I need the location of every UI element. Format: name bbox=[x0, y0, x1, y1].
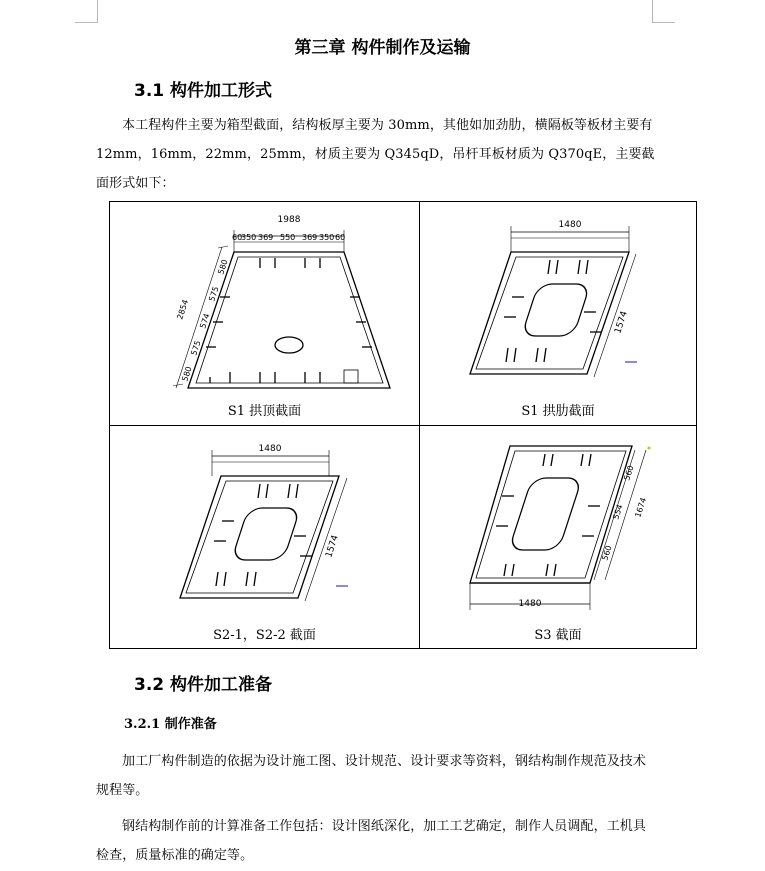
s1-arch-top-drawing bbox=[110, 202, 419, 425]
s3-bottom-width-label: 1480 bbox=[518, 599, 542, 609]
s3-corner-dot bbox=[648, 447, 651, 450]
s1-sub-dim-3: 550 bbox=[280, 233, 296, 242]
figure-s3 bbox=[420, 426, 696, 648]
figure-s1-arch-rib bbox=[420, 202, 696, 425]
section-3-1-heading: 3.1 构件加工形式 bbox=[134, 81, 273, 101]
figure-s1-arch-top bbox=[110, 202, 419, 425]
s2-drawing bbox=[110, 426, 419, 648]
s1-sub-dim-1: 350 bbox=[241, 233, 257, 242]
s3-side-dim-1: 554 bbox=[611, 503, 625, 521]
section-3-2-1-paragraph-1: 加工厂构件制造的依据为设计施工图、设计规范、设计要求等资料，钢结构制作规范及技术规程等。 bbox=[96, 754, 647, 798]
s1-sub-dim-6: 60 bbox=[335, 233, 346, 242]
page-corner-mark-right bbox=[652, 0, 675, 23]
s1-sub-dim-5: 350 bbox=[319, 233, 335, 242]
s3-side-total-label: 1674 bbox=[633, 496, 649, 519]
section-3-1-paragraph: 本工程构件主要为箱型截面，结构板厚主要为 30mm，其他如加劲肋，横隔板等板材主要有 12mm，16mm，22mm，25mm，材质主要为 Q345qD，吊杆耳板材质为 Q370qE，主要截面形式如下： bbox=[96, 118, 655, 191]
s1-side-dim-3: 575 bbox=[189, 339, 203, 357]
figure-s2-caption: S2-1，S2-2 截面 bbox=[213, 628, 316, 643]
cross-section-figure-table bbox=[109, 201, 697, 649]
s1-side-dim-1: 575 bbox=[207, 285, 221, 303]
s1-arch-rib-drawing bbox=[420, 202, 696, 425]
section-3-2-1-paragraph-2: 钢结构制作前的计算准备工作包括：设计图纸深化，加工工艺确定，制作人员调配，工机具检查，质量标准的确定等。 bbox=[96, 819, 647, 863]
s1-side-dim-2: 574 bbox=[198, 312, 212, 330]
section-3-2-heading: 3.2 构件加工准备 bbox=[134, 675, 273, 695]
page-corner-mark-left bbox=[75, 0, 98, 23]
s1-side-total-label: 2854 bbox=[175, 298, 191, 321]
figure-s1-arch-top-caption: S1 拱顶截面 bbox=[227, 404, 302, 419]
figure-s2 bbox=[110, 426, 419, 648]
s2-top-width-label: 1480 bbox=[258, 444, 282, 454]
s1-sub-dim-4: 369 bbox=[302, 233, 318, 242]
s1-side-dim-4: 580 bbox=[180, 365, 194, 383]
section-3-2-1-heading: 3.2.1 制作准备 bbox=[124, 717, 217, 732]
s1-side-dim-0: 580 bbox=[216, 258, 230, 276]
s1-top-width-label: 1988 bbox=[277, 215, 301, 225]
s1-rib-top-width-label: 1480 bbox=[558, 220, 582, 230]
figure-s1-arch-rib-caption: S1 拱肋截面 bbox=[521, 404, 595, 419]
chapter-title: 第三章 构件制作及运输 bbox=[294, 38, 471, 58]
s1-sub-dim-0: 60 bbox=[232, 233, 243, 242]
s1-rib-side-label: 1574 bbox=[613, 310, 630, 335]
s1-sub-dim-2: 369 bbox=[258, 233, 274, 242]
s3-drawing bbox=[420, 426, 696, 648]
s3-side-dim-0: 560 bbox=[622, 464, 636, 482]
s2-side-label: 1574 bbox=[324, 534, 341, 559]
s3-side-dim-2: 560 bbox=[600, 544, 614, 562]
figure-s3-caption: S3 截面 bbox=[534, 628, 582, 643]
